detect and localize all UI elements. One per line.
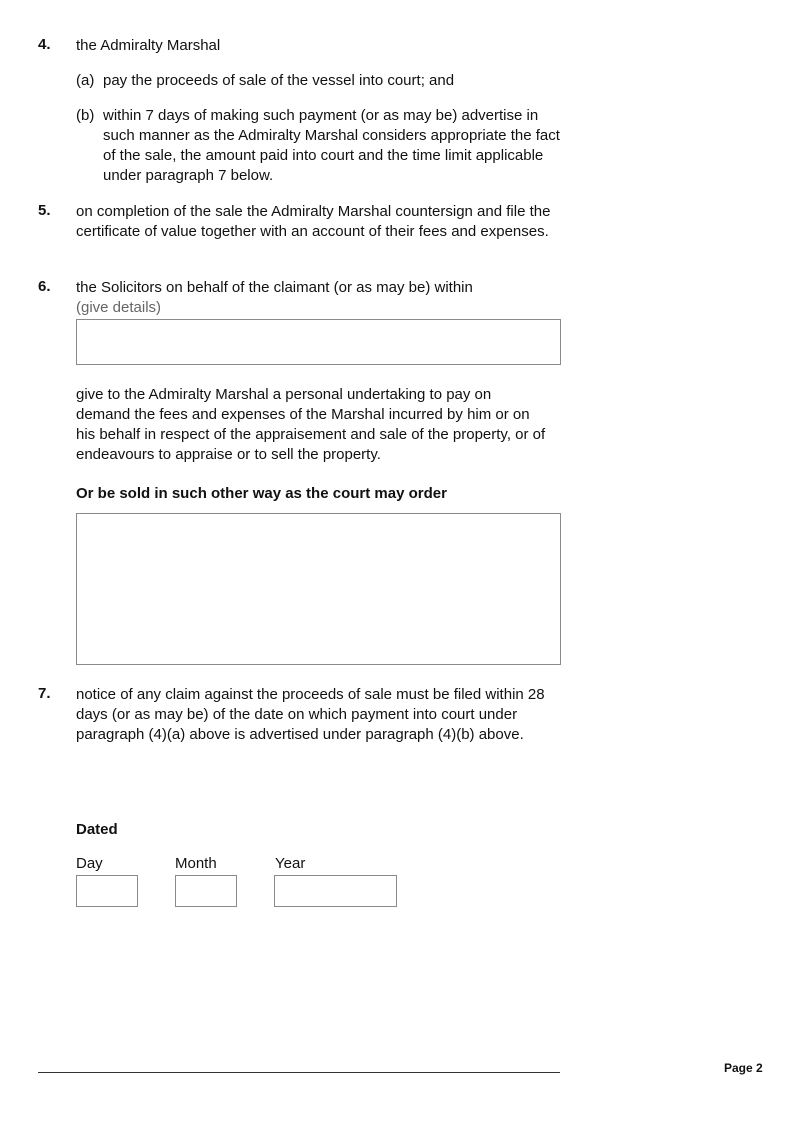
year-field-value xyxy=(275,876,396,886)
other-way-field-value xyxy=(77,514,560,526)
month-label: Month xyxy=(175,855,217,872)
other-way-field[interactable] xyxy=(76,513,561,665)
item-5-number: 5. xyxy=(38,202,51,219)
day-field-value xyxy=(77,876,137,886)
day-label: Day xyxy=(76,855,103,872)
item-4b-text: within 7 days of making such payment (or as may be) advertise in such manner as the Admiralty Marshal considers appropriate the fact of the sale, the amount paid into court and the time limit applicable under paragraph 7 below. xyxy=(103,107,560,184)
item-4a-text: pay the proceeds of sale of the vessel into court; and xyxy=(103,72,455,89)
item-4a-label: (a) xyxy=(76,72,95,89)
details-field-value xyxy=(77,320,560,332)
item-6-undertaking-text: give to the Admiralty Marshal a personal undertaking to pay on demand the fees and expenses of the Marshal incurred by him or on his behalf in respect of the appraisement and sale of the property, or of endeavours to appraise or to sell the property. xyxy=(76,386,546,463)
dated-heading: Dated xyxy=(76,821,118,838)
other-way-heading: Or be sold in such other way as the court may order xyxy=(76,485,447,502)
item-6-number: 6. xyxy=(38,278,51,295)
item-4b xyxy=(76,106,561,186)
item-7-text: notice of any claim against the proceeds of sale must be filed within 28 days (or as may be) of the date on which payment into court under paragraph (4)(a) above is advertised under paragraph (4)(b) above. xyxy=(76,686,545,743)
item-4-text: the Admiralty Marshal xyxy=(76,37,221,54)
year-field[interactable] xyxy=(274,875,397,907)
month-field-value xyxy=(176,876,236,886)
item-4-number: 4. xyxy=(38,36,51,53)
item-6-text: the Solicitors on behalf of the claimant (or as may be) within xyxy=(76,279,473,296)
footer-divider xyxy=(38,1072,560,1073)
details-field[interactable] xyxy=(76,319,561,365)
day-field[interactable] xyxy=(76,875,138,907)
item-7-number: 7. xyxy=(38,685,51,702)
item-4a xyxy=(76,71,566,91)
year-label: Year xyxy=(275,855,306,872)
item-6-hint: (give details) xyxy=(76,299,162,316)
item-4b-label: (b) xyxy=(76,107,95,124)
page-number: Page 2 xyxy=(724,1061,763,1075)
month-field[interactable] xyxy=(175,875,237,907)
item-5-text: on completion of the sale the Admiralty Marshal countersign and file the certificate of value together with an account of their fees and expenses. xyxy=(76,203,551,240)
